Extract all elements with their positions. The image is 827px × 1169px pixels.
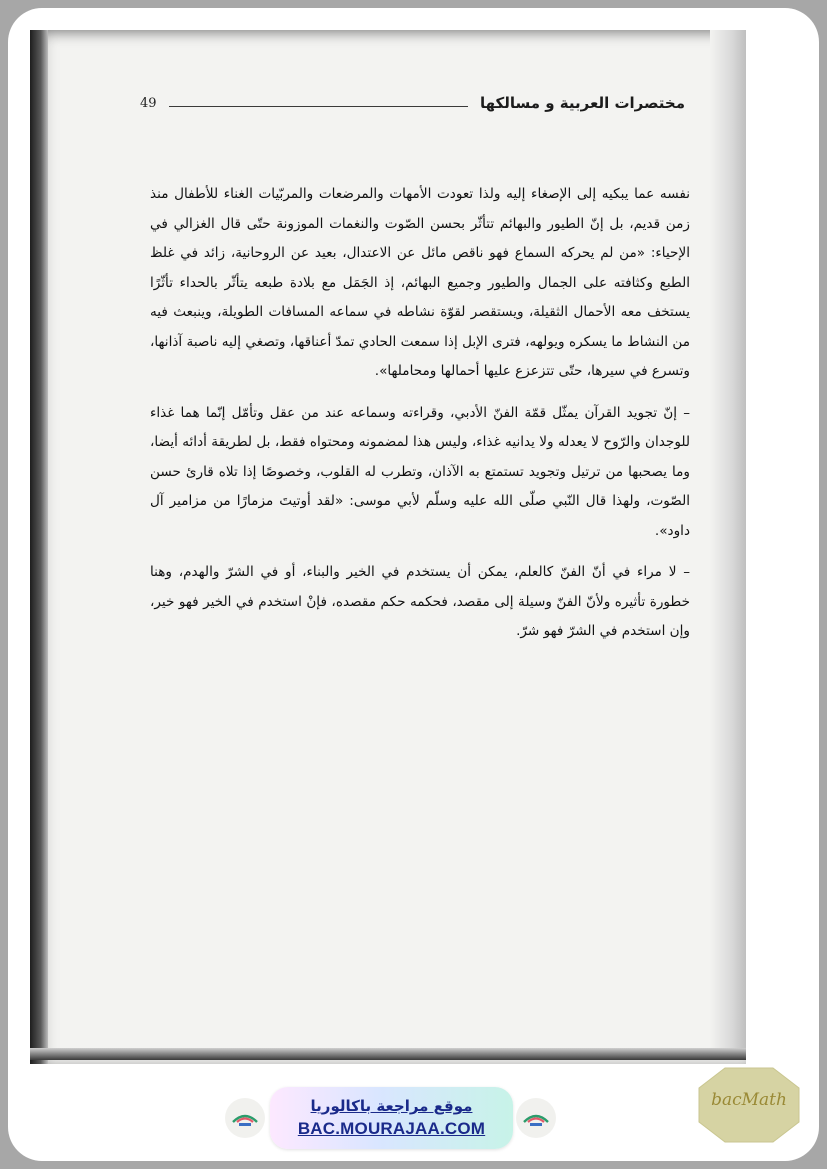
paragraph-3: – لا مراء في أنّ الفنّ كالعلم، يمكن أن يستخدم في الخير والبناء، أو في الشرّ والهدم، وهنا خطورة تأثيره ولأنّ الفنّ وسيلة إلى مقصد، فحكمه حكم مقصده، فإنْ استخدم في الخير فهو خير، وإن استخدم في الشرّ فهو شرّ. xyxy=(150,564,690,639)
site-link-badge[interactable] xyxy=(270,1087,513,1149)
site-logo-icon xyxy=(225,1098,265,1138)
site-name-arabic[interactable]: موقع مراجعة باكالوريا xyxy=(310,1097,473,1115)
bacmath-logo-text: bacMath xyxy=(711,1090,787,1110)
page-number: 49 xyxy=(140,95,157,111)
paragraph-2: – إنّ تجويد القرآن يمثّل قمّة الفنّ الأدبي، وقراءته وسماعه عند من عقل وتأمّل إنّما هما غذاء للوجدان والرّوح لا يعدله ولا يدانيه غذاء، وليس هذا لمضمونه ومحتواه فقط، بل لطريقة أدائه أيضا، وما يصحبها من ترتيل وتجويد تستمتع به الآذان، وتطرب له القلوب، وخصوصًا إذا تلاه قارئ حسن الصّوت، ولهذا قال النّبي صلّى الله عليه وسلّم لأبي موسى: «لقد أوتيتَ مزمارًا من مزامير آل داود». xyxy=(150,404,690,539)
site-logo-icon xyxy=(516,1098,556,1138)
scan-binding-shadow xyxy=(30,30,48,1064)
paragraph-1: نفسه عما يبكيه إلى الإصغاء إليه ولذا تعودت الأمهات والمرضعات والمربّيات الغناء للأطفال منذ زمن قديم، بل إنّ الطيور والبهائم تتأثّر بحسن الصّوت والنغمات الموزونة حتّى قال الغزالي في الإحياء: «من لم يحركه السماع فهو ناقص مائل عن الاعتدال، بعيد عن الروحانية، زائد في غلظ الطبع وكثافته على الجمال والطيور وجميع البهائم، إذ الجَمَل مع بلادة طبعه يتأثّر بالحداء تأثّرًا يستخف معه الأحمال الثقيلة، ويستقصر لقوّة نشاطه في سماعه المسافات الطويلة، وينبعث فيه من النشاط ما يسكره ويولهه، فترى الإبل إذا سمعت الحادي تمدّ أعناقها، وتصغي إليه ناصبة آذانها، وتسرع في سيرها، حتّى تتزعزع عليها أحمالها ومحاملها». xyxy=(150,186,690,379)
body-text xyxy=(150,180,690,659)
site-url[interactable]: BAC.MOURAJAA.COM xyxy=(297,1119,486,1138)
header-rule xyxy=(169,106,468,107)
scan-bottom-edge xyxy=(30,1048,746,1060)
running-header xyxy=(140,88,685,118)
scan-edge-shadow xyxy=(710,30,746,1060)
book-title: مختصرات العربية و مسالكها xyxy=(479,94,685,112)
